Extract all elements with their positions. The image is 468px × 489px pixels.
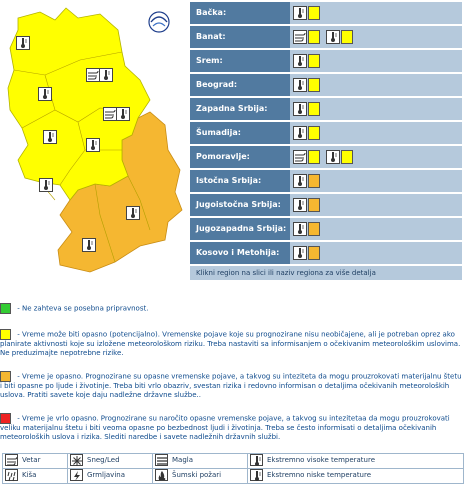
- map-thermometer-icon[interactable]: [43, 130, 57, 144]
- wind-icon[interactable]: [293, 150, 307, 164]
- level-yellow-swatch: [0, 329, 11, 340]
- thermometer-hot-icon: [250, 454, 263, 466]
- icon-legend: Vetar Sneg/Led Magla Ekstremno visoke temperature Kiša Grmljavina Šumski požari Ekstremno niske temperature: [2, 453, 464, 484]
- map-wind-icon[interactable]: [103, 107, 117, 121]
- warning-level-swatch: [308, 150, 320, 164]
- map-thermometer-icon[interactable]: [39, 178, 53, 192]
- region-row[interactable]: [190, 26, 462, 48]
- map-thermometer-icon[interactable]: [82, 238, 96, 252]
- level-green-swatch: [0, 303, 11, 314]
- region-warning-icons: [290, 30, 359, 44]
- region-row[interactable]: [190, 98, 462, 120]
- region-name-link[interactable]: Zapadna Srbija:: [190, 98, 290, 120]
- thermometer-icon[interactable]: [326, 30, 340, 44]
- region-row[interactable]: [190, 146, 462, 168]
- warning-level-swatch: [341, 150, 353, 164]
- level-yellow: - Vreme može biti opasno (potencijalno). Vremenske pojave koje su prognozirane nisu neobičajene, ali je potreban oprez ako planirate aktivnosti koje su izložene meteorološkom riziku. Treba nastaviti sa informisanjem o očekivanim meteorološkim uslovima. Ne preduzimajte nepotrebne rizike.: [0, 330, 461, 357]
- region-warning-icons: [290, 222, 326, 236]
- region-warning-icons: [290, 102, 326, 116]
- region-warning-icons: [290, 174, 326, 188]
- lightning-icon: [70, 469, 83, 481]
- region-row[interactable]: [190, 74, 462, 96]
- thermometer-icon[interactable]: [293, 198, 307, 212]
- region-name-link[interactable]: Srem:: [190, 50, 290, 72]
- region-row[interactable]: [190, 2, 462, 24]
- warning-level-swatch: [308, 78, 320, 92]
- warning-level-swatch: [308, 102, 320, 116]
- level-orange-swatch: [0, 371, 11, 382]
- region-row[interactable]: [190, 194, 462, 216]
- snowflake-icon: [70, 454, 83, 466]
- thermometer-icon[interactable]: [326, 150, 340, 164]
- rain-icon: [5, 469, 18, 481]
- region-name-link[interactable]: Banat:: [190, 26, 290, 48]
- thermometer-icon[interactable]: [293, 6, 307, 20]
- region-row[interactable]: [190, 50, 462, 72]
- thermometer-icon[interactable]: [293, 126, 307, 140]
- warning-level-swatch: [308, 54, 320, 68]
- region-row[interactable]: [190, 242, 462, 264]
- region-warning-icons: [290, 198, 326, 212]
- map-wind-icon[interactable]: [86, 68, 100, 82]
- map-thermometer-icon[interactable]: [38, 87, 52, 101]
- thermometer-icon[interactable]: [293, 174, 307, 188]
- region-warning-icons: [290, 150, 359, 164]
- level-red: - Vreme je vrlo opasno. Prognozirane su naročito opasne vremenske pojave, a takvog su intezitetaa da mogu prouzrokovati veliku materijalnu štetu i biti veoma opasne po bezbednost ljudi i životinja. Treba se često informisati o detaljima očekivanih meteoroloških uslova i rizika. Slediti naredbe i savete nadležnih državnih službi.: [0, 414, 450, 441]
- region-list: [190, 2, 462, 280]
- warning-level-swatch: [308, 198, 320, 212]
- region-warning-icons: [290, 246, 326, 260]
- region-row[interactable]: [190, 122, 462, 144]
- level-orange: - Vreme je opasno. Prognozirane su opasne vremenske pojave, a takvog su inteziteta da mogu prouzrokovati materijalnu štetu i biti opasne po ljude i životinje. Treba biti vrlo obazriv, svestan rizika i redovno informisan o detaljima očekivanih meteoroloških uslova. Pratiti savete koje daju nadležne državne službe..: [0, 372, 462, 399]
- fog-icon: [155, 454, 168, 466]
- region-row[interactable]: [190, 218, 462, 240]
- region-name-link[interactable]: Kosovo i Metohija:: [190, 242, 290, 264]
- rhmz-logo: [149, 12, 169, 32]
- warning-level-swatch: [341, 30, 353, 44]
- region-warning-icons: [290, 54, 326, 68]
- warning-level-swatch: [308, 222, 320, 236]
- map-thermometer-icon[interactable]: [16, 36, 30, 50]
- warning-level-swatch: [308, 126, 320, 140]
- wind-icon: [5, 454, 18, 466]
- warning-level-swatch: [308, 6, 320, 20]
- region-hint: Klikni region na slici ili naziv regiona za više detalja: [190, 266, 462, 280]
- region-warning-icons: [290, 126, 326, 140]
- map-thermometer-icon[interactable]: [116, 107, 130, 121]
- warning-level-swatch: [308, 30, 320, 44]
- thermometer-icon[interactable]: [293, 54, 307, 68]
- warning-level-swatch: [308, 174, 320, 188]
- level-red-swatch: [0, 413, 11, 424]
- region-warning-icons: [290, 78, 326, 92]
- region-name-link[interactable]: Beograd:: [190, 74, 290, 96]
- region-name-link[interactable]: Jugozapadna Srbija:: [190, 218, 290, 240]
- thermometer-icon[interactable]: [293, 78, 307, 92]
- thermometer-icon[interactable]: [293, 246, 307, 260]
- forest-fire-icon: [155, 469, 168, 481]
- thermometer-cold-icon: [250, 469, 263, 481]
- region-row[interactable]: [190, 170, 462, 192]
- region-name-link[interactable]: Jugoistočna Srbija:: [190, 194, 290, 216]
- region-name-link[interactable]: Istočna Srbija:: [190, 170, 290, 192]
- region-name-link[interactable]: Pomoravlje:: [190, 146, 290, 168]
- region-warning-icons: [290, 6, 326, 20]
- region-name-link[interactable]: Šumadija:: [190, 122, 290, 144]
- warning-level-swatch: [308, 246, 320, 260]
- map-thermometer-icon[interactable]: [99, 68, 113, 82]
- thermometer-icon[interactable]: [293, 222, 307, 236]
- level-green: - Ne zahteva se posebna pripravnost.: [0, 303, 464, 314]
- map-thermometer-icon[interactable]: [86, 138, 100, 152]
- serbia-warning-map[interactable]: [0, 0, 190, 280]
- thermometer-icon[interactable]: [293, 102, 307, 116]
- wind-icon[interactable]: [293, 30, 307, 44]
- region-name-link[interactable]: Bačka:: [190, 2, 290, 24]
- map-thermometer-icon[interactable]: [126, 206, 140, 220]
